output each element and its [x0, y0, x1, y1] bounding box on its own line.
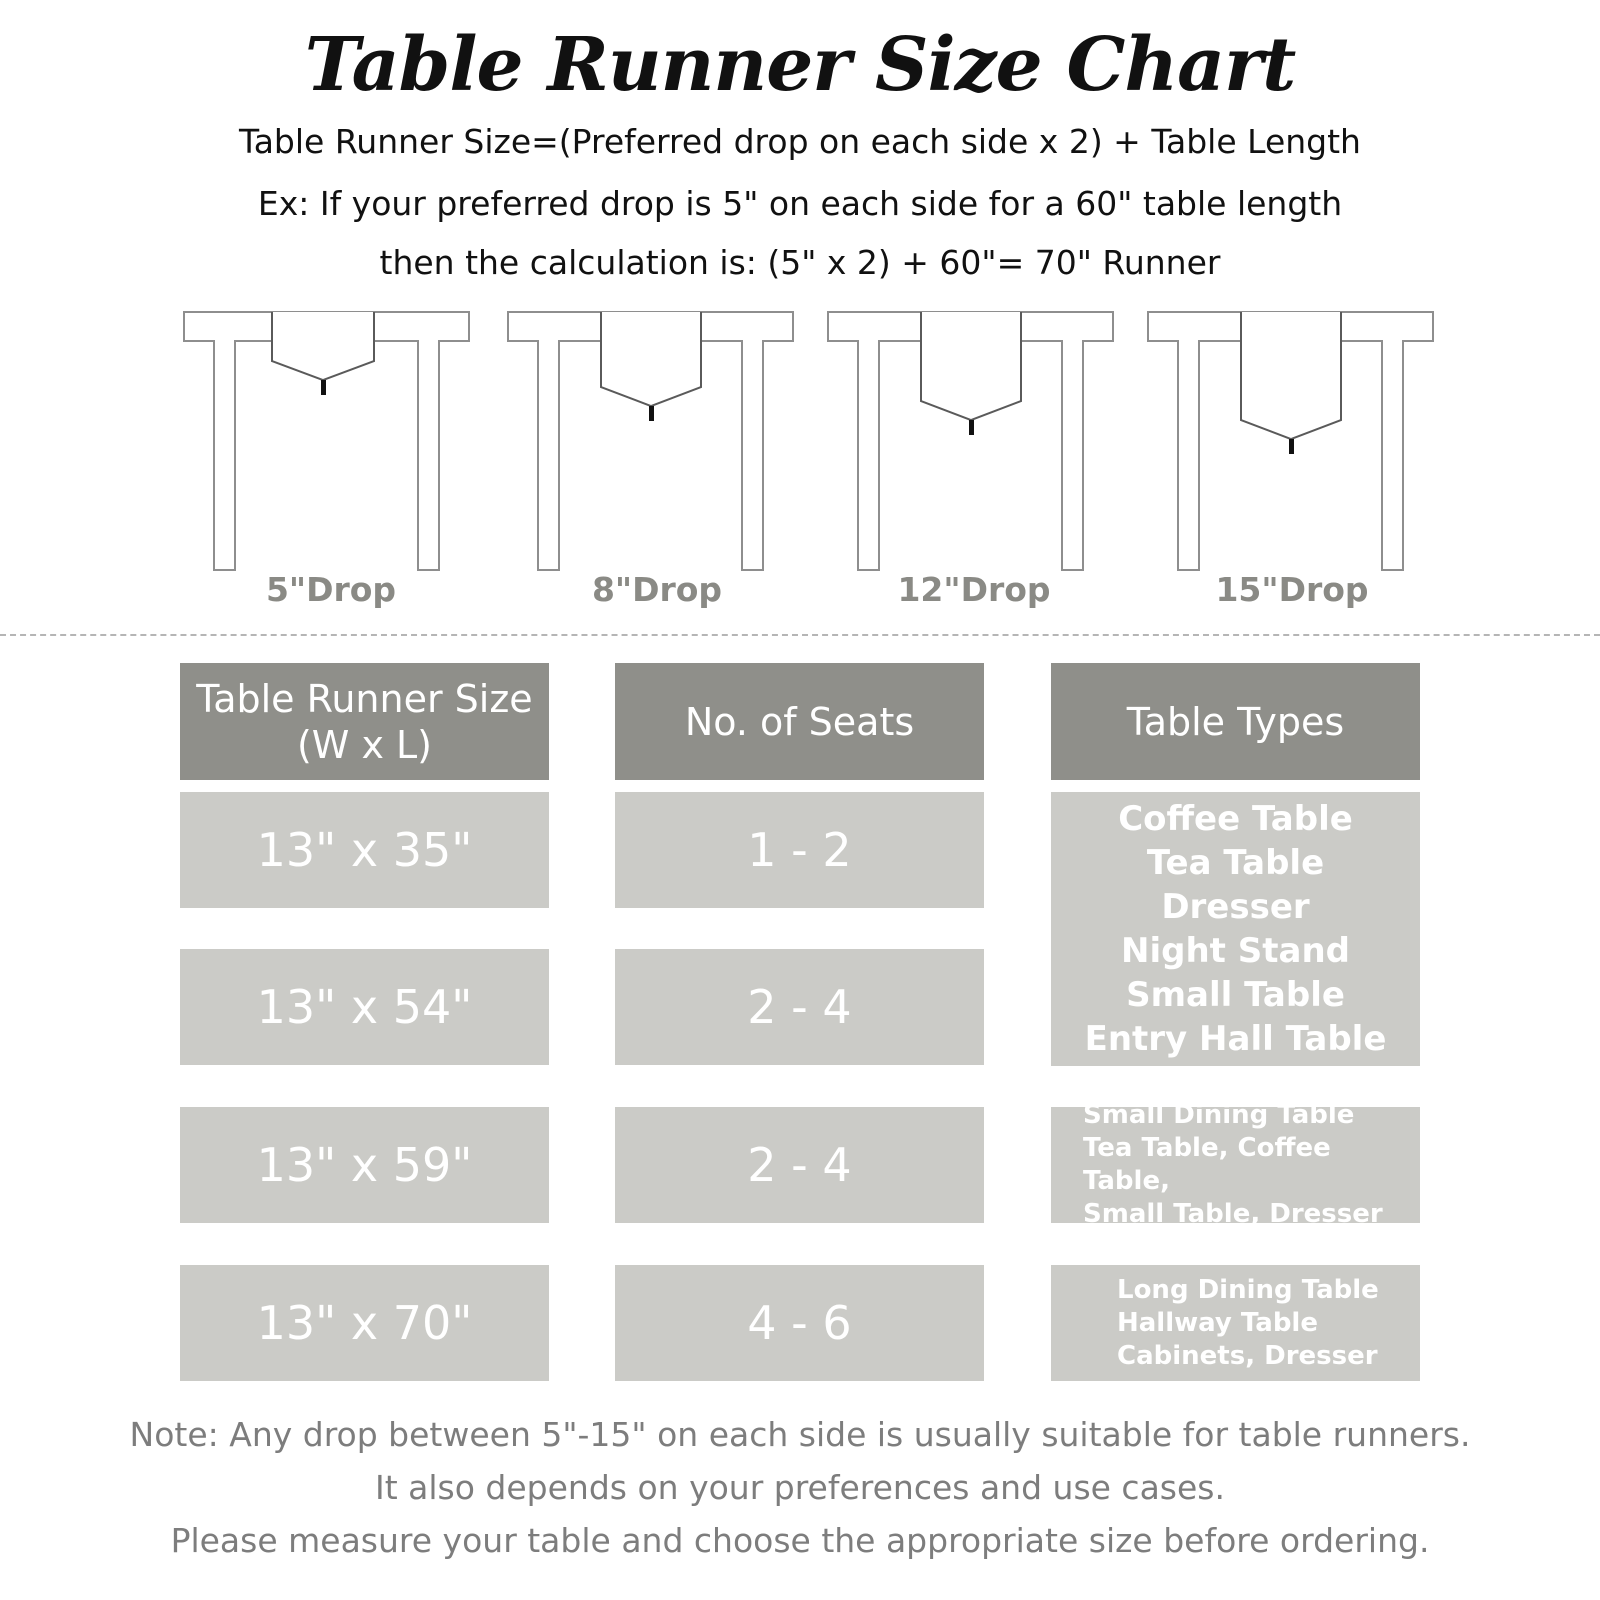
size-cell: 13" x 54" [180, 949, 549, 1065]
type-item: Night Stand [1121, 931, 1350, 971]
type-item: Tea Table [1146, 843, 1325, 883]
header-types: Table Types [1051, 663, 1420, 780]
note-line-2: It also depends on your preferences and use cases. [375, 1468, 1225, 1507]
drop-label-15in: 15"Drop [1215, 570, 1369, 609]
types-cell-long-dining [1051, 1265, 1420, 1381]
type-item: Long Dining Table [1117, 1274, 1379, 1305]
drop-label-8in: 8"Drop [591, 570, 723, 609]
formula-line-3: then the calculation is: (5" x 2) + 60"= 70" Runner [379, 243, 1221, 282]
dashed-divider [0, 634, 1600, 636]
seats-cell: 2 - 4 [615, 949, 984, 1065]
header-size [180, 663, 549, 780]
size-cell: 13" x 35" [180, 792, 549, 908]
table-diagram-12in [828, 312, 1113, 570]
seats-cell: 4 - 6 [615, 1265, 984, 1381]
types-cell-dining [1051, 1100, 1420, 1229]
type-item: Small Table, Dresser [1083, 1199, 1383, 1229]
type-item: Entry Hall Table [1084, 1019, 1387, 1059]
type-item: Coffee Table [1118, 799, 1353, 839]
size-cell: 13" x 59" [180, 1107, 549, 1223]
types-cell-small-furniture [1051, 792, 1420, 1066]
type-item: Tea Table, Coffee Table, [1083, 1133, 1331, 1196]
header-seats: No. of Seats [615, 663, 984, 780]
drop-label-12in: 12"Drop [897, 570, 1051, 609]
type-item: Dresser [1161, 887, 1310, 927]
seats-cell: 2 - 4 [615, 1107, 984, 1223]
header-size-line-1: Table Runner Size [196, 676, 533, 721]
seats-cell: 1 - 2 [615, 792, 984, 908]
page-title: Table Runner Size Chart [304, 22, 1296, 108]
type-item: Small Dining Table [1083, 1100, 1355, 1130]
note-line-3: Please measure your table and choose the appropriate size before ordering. [170, 1521, 1430, 1560]
type-item: Small Table [1126, 975, 1345, 1015]
table-diagram-15in [1148, 312, 1433, 570]
drop-diagram [0, 300, 1600, 580]
size-cell: 13" x 70" [180, 1265, 549, 1381]
drop-label-5in: 5"Drop [265, 570, 397, 609]
note-line-1: Note: Any drop between 5"-15" on each side is usually suitable for table runners. [129, 1415, 1471, 1454]
type-item: Hallway Table [1117, 1307, 1318, 1338]
formula-line-1: Table Runner Size=(Preferred drop on each side x 2) + Table Length [239, 122, 1361, 161]
formula-line-2: Ex: If your preferred drop is 5" on each side for a 60" table length [257, 184, 1343, 223]
type-item: Cabinets, Dresser [1117, 1340, 1378, 1371]
header-size-line-2: (W x L) [296, 722, 433, 767]
table-diagram-8in [508, 312, 793, 570]
table-diagram-5in [184, 312, 469, 570]
